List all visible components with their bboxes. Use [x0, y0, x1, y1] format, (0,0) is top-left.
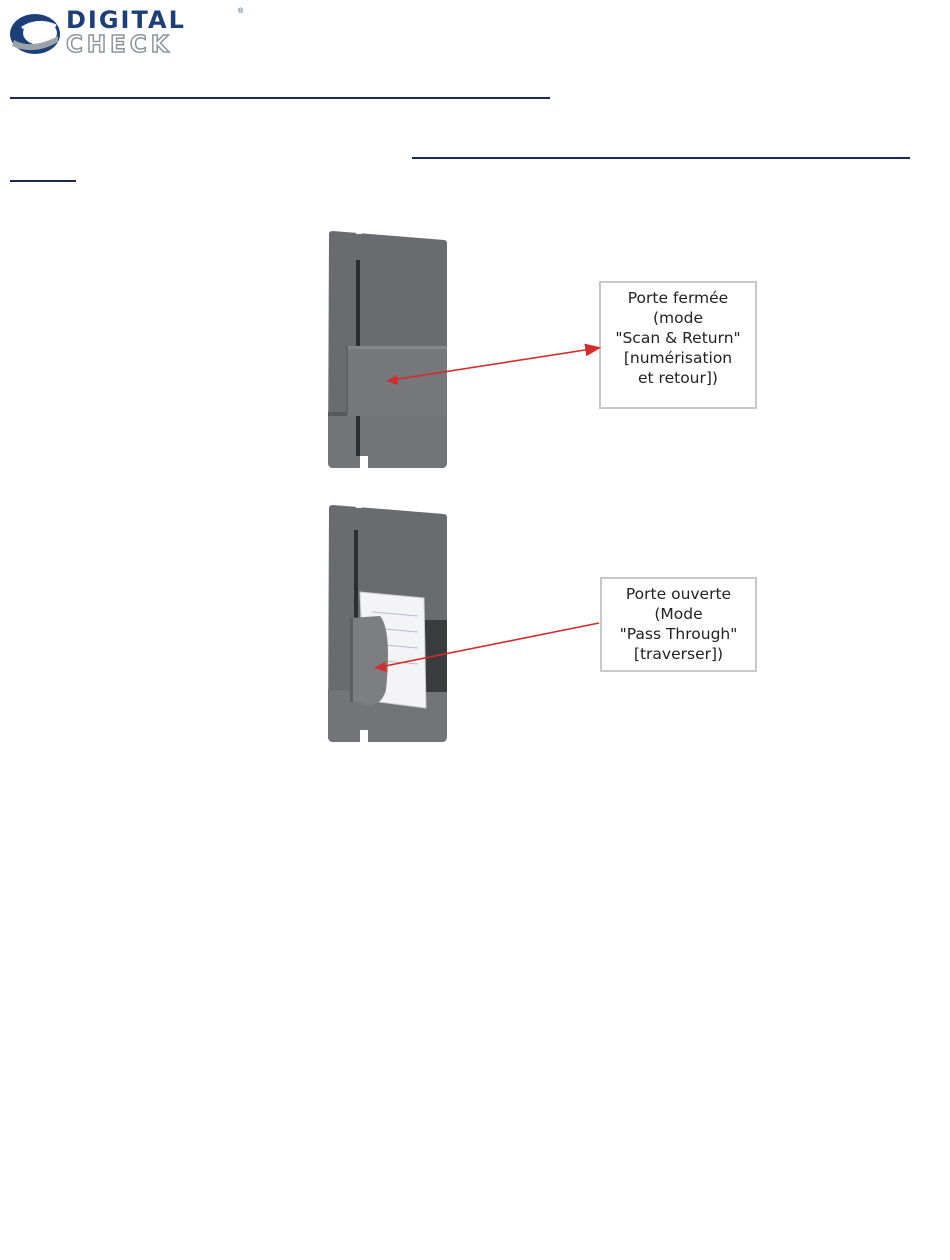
callout-line: (Mode — [654, 605, 703, 623]
callout-door-closed — [599, 281, 757, 409]
logo-word-check: CHECK — [66, 32, 173, 58]
scanner-door-closed-image — [320, 226, 454, 472]
callout-line: "Pass Through" — [619, 625, 738, 643]
heading-underline — [10, 97, 550, 99]
callout-line: [traverser]) — [633, 645, 724, 663]
callout-line: [numérisation — [623, 349, 733, 367]
callout-line: "Scan & Return" — [615, 329, 741, 347]
scanner-door-open-image — [320, 500, 454, 746]
logo-swirl-icon — [8, 6, 66, 60]
logo-word-digital: DIGITAL — [66, 6, 186, 34]
digital-check-logo — [8, 6, 244, 60]
registered-mark: ® — [238, 8, 244, 15]
callout-line: (mode — [652, 309, 703, 327]
callout-line: et retour]) — [638, 369, 718, 387]
paragraph-underline-2 — [10, 180, 76, 182]
callout-line: Porte ouverte — [625, 585, 732, 603]
callout-line: Porte fermée — [627, 289, 729, 307]
paragraph-underline-1 — [412, 157, 910, 159]
callout-door-open — [600, 577, 757, 672]
